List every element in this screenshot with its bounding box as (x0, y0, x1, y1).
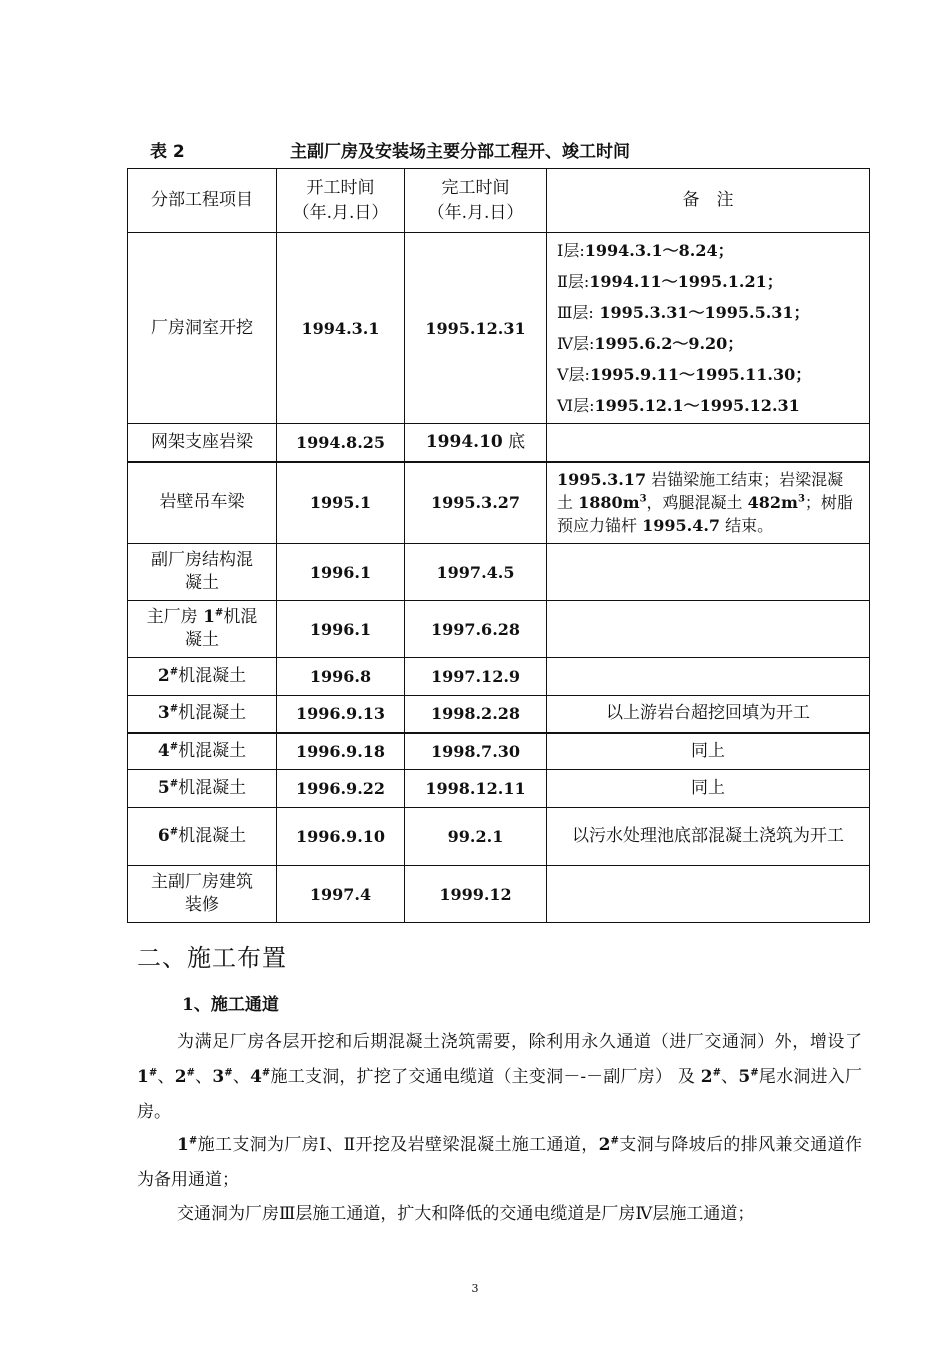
row-item: 岩壁吊车梁 (128, 462, 277, 544)
row-start: 1994.8.25 (277, 424, 405, 462)
row-note: 以污水处理池底部混凝土浇筑为开工 (547, 808, 870, 866)
row-item: 厂房洞室开挖 (128, 233, 277, 424)
row-item-line1: 副厂房结构混 (151, 550, 253, 570)
note-date: 1995.3.17 (557, 470, 647, 490)
row-item (128, 658, 277, 696)
table-row (128, 658, 870, 696)
layer-note (557, 390, 859, 421)
row-start: 1996.1 (277, 544, 405, 601)
table-row (128, 424, 870, 462)
subsection-heading: 1、施工通道 (182, 995, 279, 1015)
adit-number: 1 (177, 1135, 189, 1155)
item-prefix: 主厂房 (146, 607, 204, 627)
table-header-row (128, 169, 870, 233)
row-item (128, 866, 277, 923)
table-row (128, 233, 870, 424)
row-start: 1996.9.13 (277, 696, 405, 733)
note-text: 岩锚梁施工结束；岩梁混凝土 (557, 470, 844, 513)
adit-mark: # (261, 1067, 271, 1079)
tunnel-number: 5 (738, 1067, 751, 1087)
row-end: 1997.4.5 (405, 544, 547, 601)
layer-note (557, 297, 859, 328)
table-row (128, 808, 870, 866)
row-end: 1998.2.28 (405, 696, 547, 733)
layer-note (557, 359, 859, 390)
row-item: 网架支座岩梁 (128, 424, 277, 462)
table-row (128, 696, 870, 733)
note-volume: 482m (747, 493, 798, 513)
adit-number: 1 (137, 1067, 149, 1087)
unit-number: 6 (157, 826, 170, 846)
table-row (128, 601, 870, 658)
para-separator: 、 (194, 1067, 213, 1087)
unit-number: 5 (157, 778, 170, 798)
row-item (128, 808, 277, 866)
row-end: 1995.12.31 (405, 233, 547, 424)
layer-label: Ⅲ层: (557, 303, 594, 322)
adit-mark: # (610, 1135, 619, 1147)
layer-label: Ⅳ层: (557, 334, 595, 353)
row-item (128, 770, 277, 808)
unit-mark: # (169, 741, 179, 753)
row-note (547, 462, 870, 544)
note-superscript: 3 (797, 493, 805, 505)
unit-number: 1 (203, 607, 215, 627)
row-start: 1997.4 (277, 866, 405, 923)
section-heading: 二、施工布置 (137, 944, 287, 972)
row-item (128, 601, 277, 658)
page-number: 3 (471, 1282, 479, 1295)
item-suffix: 机混凝土 (178, 740, 247, 761)
tunnel-number: 2 (700, 1067, 713, 1087)
item-suffix: 机混 (223, 607, 258, 627)
header-end-line1: 完工时间 (441, 177, 510, 198)
unit-number: 3 (157, 703, 170, 724)
header-end (405, 169, 547, 233)
adit-number: 3 (212, 1067, 225, 1087)
header-start-line2: （年.月.日） (292, 202, 389, 223)
table-row (128, 544, 870, 601)
row-item (128, 696, 277, 733)
tunnel-mark: # (750, 1067, 759, 1079)
row-end-suffix: 底 (502, 431, 526, 452)
row-note: 同上 (547, 733, 870, 770)
adit-mark: # (148, 1067, 158, 1079)
row-end: 1997.12.9 (405, 658, 547, 696)
layer-dates: 1995.6.2～9.20； (594, 334, 744, 353)
table-row (128, 770, 870, 808)
row-end: 1998.7.30 (405, 733, 547, 770)
adit-mark: # (186, 1067, 195, 1079)
layer-label: Ⅵ层: (557, 396, 595, 415)
layer-dates: 1994.11～1995.1.21； (589, 272, 783, 291)
adit-number: 4 (250, 1067, 262, 1087)
header-item: 分部工程项目 (128, 169, 277, 233)
layer-label: Ⅴ层: (557, 365, 590, 384)
layer-note (557, 328, 859, 359)
unit-mark: # (169, 826, 179, 838)
layer-note (557, 266, 859, 297)
unit-mark: # (169, 703, 179, 715)
adit-mark: # (224, 1067, 233, 1079)
row-end-date: 1994.10 (425, 431, 503, 452)
row-note (547, 424, 870, 462)
item-suffix: 机混凝土 (178, 703, 247, 724)
row-end: 1999.12 (405, 866, 547, 923)
row-item-line2: 装修 (185, 895, 219, 915)
paragraph-traffic-tunnel: 交通洞为厂房Ⅲ层施工通道，扩大和降低的交通电缆道是厂房Ⅳ层施工通道； (177, 1204, 755, 1224)
para-text: 尾水洞进入厂房。 (137, 1067, 862, 1122)
layer-label: Ⅱ层: (557, 272, 590, 291)
table-title: 主副厂房及安装场主要分部工程开、竣工时间 (290, 142, 630, 162)
schedule-table (127, 168, 870, 923)
para-text: 施工支洞为厂房Ⅰ、Ⅱ开挖及岩壁梁混凝土施工通道， (197, 1135, 599, 1155)
note-text: ；树脂预应力锚杆 (557, 493, 853, 536)
row-start: 1996.9.18 (277, 733, 405, 770)
row-note (547, 866, 870, 923)
note-volume: 1880m (578, 493, 640, 513)
para-text: 支洞与降坡后的排风兼交通道作为备用通道； (137, 1135, 862, 1190)
row-note (547, 658, 870, 696)
adit-mark: # (188, 1135, 198, 1147)
item-suffix: 机混凝土 (178, 778, 247, 798)
para-text: 为满足厂房各层开挖和后期混凝土浇筑需要，除利用永久通道（进厂交通洞）外，增设了 (177, 1032, 862, 1052)
note-text: ，鸡腿混凝土 (646, 493, 748, 513)
row-item (128, 544, 277, 601)
row-end: 99.2.1 (405, 808, 547, 866)
row-item (128, 733, 277, 770)
paragraph-access-routes (137, 1025, 862, 1130)
row-item-line2: 凝土 (185, 630, 219, 650)
row-start: 1995.1 (277, 462, 405, 544)
row-start: 1996.9.22 (277, 770, 405, 808)
paragraph-adit-usage (137, 1128, 862, 1198)
row-start: 1994.3.1 (277, 233, 405, 424)
header-note: 备 注 (547, 169, 870, 233)
para-text: 施工支洞，扩挖了交通电缆道（主变洞－-－副厂房） 及 (270, 1067, 701, 1087)
row-item-line1 (134, 606, 270, 629)
table-row (128, 733, 870, 770)
row-end: 1995.3.27 (405, 462, 547, 544)
item-suffix: 机混凝土 (178, 826, 247, 846)
item-suffix: 机混凝土 (178, 666, 247, 686)
layer-dates: 1995.3.31～1995.5.31； (593, 303, 810, 322)
note-superscript: 3 (639, 493, 647, 505)
layer-note (557, 235, 859, 266)
row-note (547, 233, 870, 424)
row-start: 1996.1 (277, 601, 405, 658)
adit-number: 2 (174, 1067, 187, 1087)
row-note: 同上 (547, 770, 870, 808)
header-end-line2: （年.月.日） (427, 202, 524, 223)
note-text: 结束。 (720, 516, 774, 536)
unit-number: 4 (157, 740, 170, 761)
row-item-line2: 凝土 (185, 573, 219, 593)
header-start (277, 169, 405, 233)
para-separator: 、 (720, 1067, 739, 1087)
row-end: 1998.12.11 (405, 770, 547, 808)
unit-number: 2 (157, 666, 170, 686)
unit-mark: # (169, 666, 179, 678)
row-end (405, 424, 547, 462)
layer-label: Ⅰ层: (557, 241, 585, 260)
row-note (547, 601, 870, 658)
layer-dates: 1995.12.1～1995.12.31 (594, 396, 800, 415)
table-row (128, 866, 870, 923)
row-note: 以上游岩台超挖回填为开工 (547, 696, 870, 733)
row-start: 1996.8 (277, 658, 405, 696)
table-number: 表 2 (150, 142, 185, 162)
row-end: 1997.6.28 (405, 601, 547, 658)
row-note (547, 544, 870, 601)
table-row (128, 462, 870, 544)
para-separator: 、 (157, 1067, 175, 1087)
unit-mark: # (214, 607, 224, 619)
layer-dates: 1995.9.11～1995.11.30； (589, 365, 812, 384)
adit-number: 2 (598, 1135, 611, 1155)
para-separator: 、 (232, 1067, 251, 1087)
row-start: 1996.9.10 (277, 808, 405, 866)
header-start-line1: 开工时间 (306, 177, 375, 198)
unit-mark: # (169, 778, 179, 790)
row-item-line1: 主副厂房建筑 (151, 872, 253, 892)
tunnel-mark: # (712, 1067, 721, 1079)
note-date: 1995.4.7 (642, 516, 721, 536)
layer-dates: 1994.3.1～8.24； (584, 241, 734, 260)
